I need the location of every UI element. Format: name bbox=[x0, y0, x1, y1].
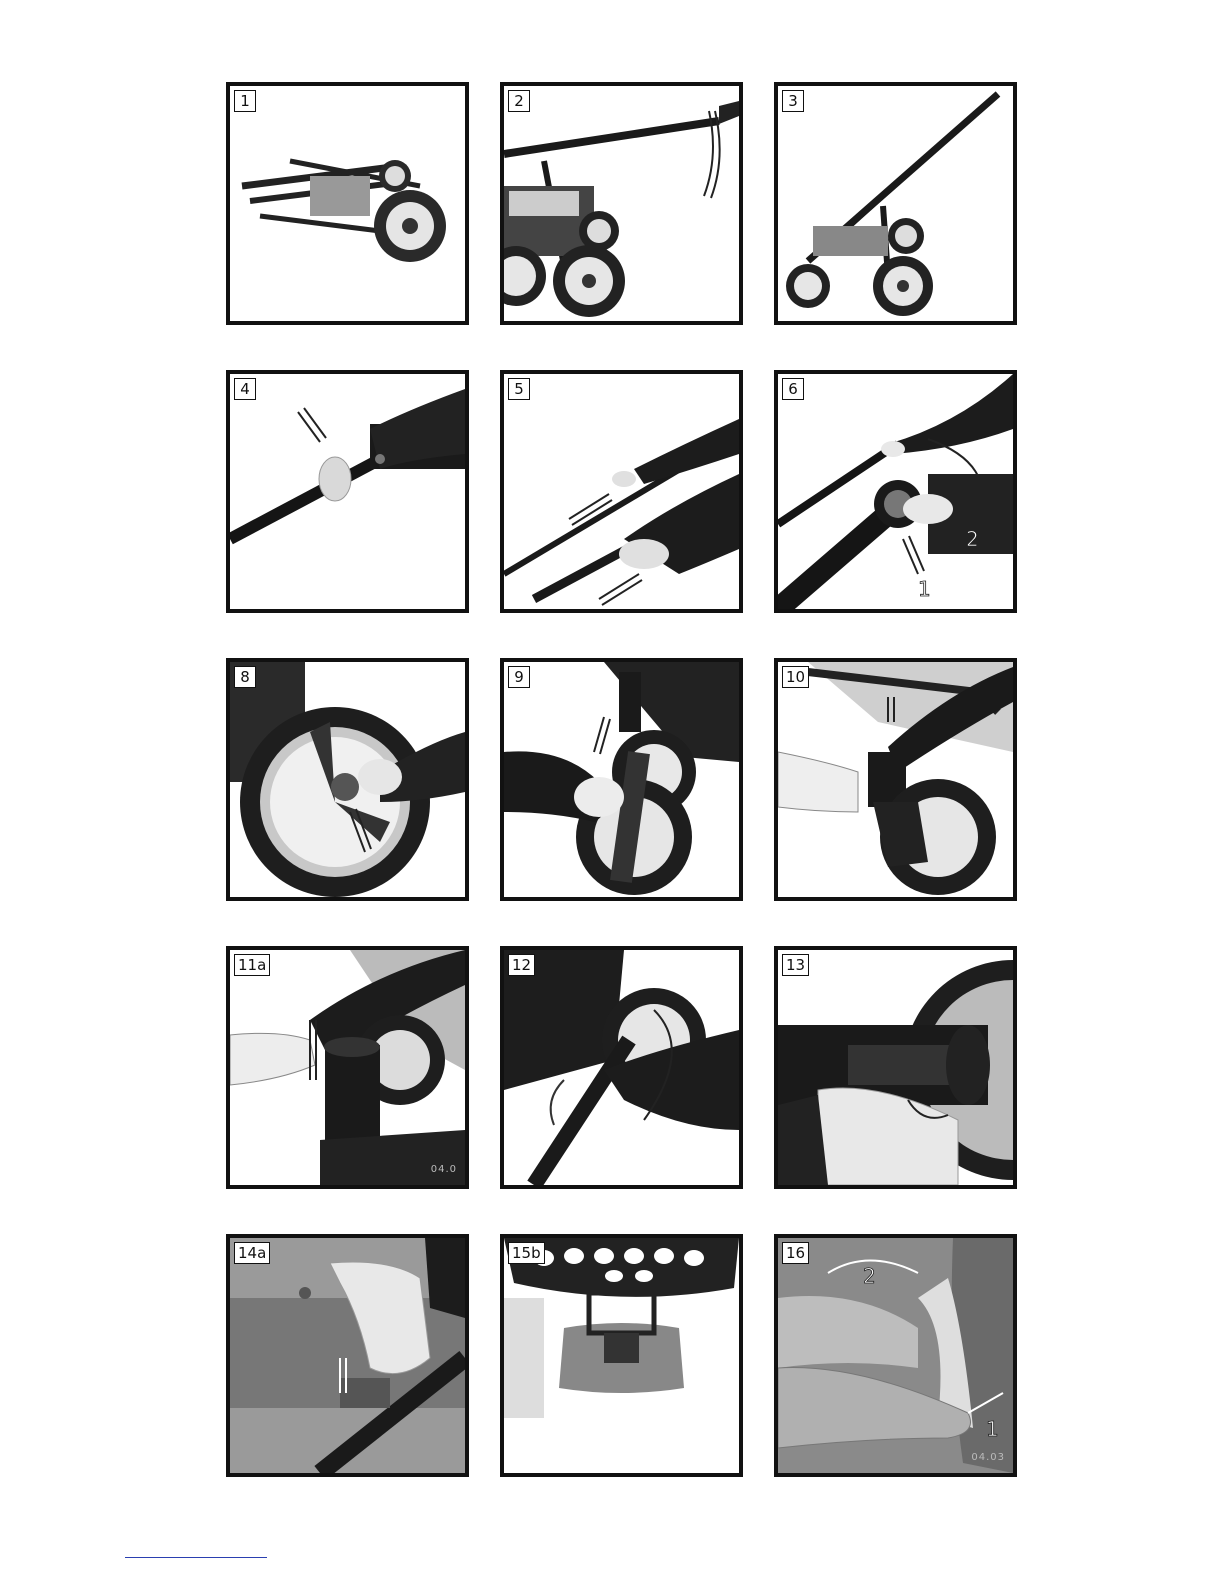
step-number: 13 bbox=[782, 954, 809, 976]
rear-wheel-photo-icon bbox=[230, 662, 465, 897]
step-number: 15b bbox=[508, 1242, 545, 1264]
step-panel-12 bbox=[500, 946, 743, 1189]
photo-date-stamp: 04.03 bbox=[971, 1452, 1005, 1463]
step-panel-3 bbox=[774, 82, 1017, 325]
step-number: 1 bbox=[234, 90, 256, 112]
basket-bottom-photo-icon bbox=[504, 1238, 739, 1473]
step-number: 12 bbox=[508, 954, 535, 976]
front-wheel-insert-photo-icon bbox=[504, 662, 739, 897]
step-number: 8 bbox=[234, 666, 256, 688]
step-number: 2 bbox=[508, 90, 530, 112]
seat-adapter-photo-icon bbox=[230, 1238, 465, 1473]
step-panel-4 bbox=[226, 370, 469, 613]
step-number: 5 bbox=[508, 378, 530, 400]
callout-number: 1 bbox=[986, 1417, 999, 1441]
step-number: 14a bbox=[234, 1242, 270, 1264]
callout-number: 1 bbox=[918, 577, 931, 601]
step-panel-11a bbox=[226, 946, 469, 1189]
step-panel-14a bbox=[226, 1234, 469, 1477]
callout-number: 2 bbox=[966, 527, 979, 551]
front-wheel-rotate-photo-icon bbox=[504, 950, 739, 1185]
step-panel-1 bbox=[226, 82, 469, 325]
step-panel-6 bbox=[774, 370, 1017, 613]
step-panel-10 bbox=[774, 658, 1017, 901]
hood-fabric-photo-icon bbox=[778, 1238, 1013, 1473]
step-panel-8 bbox=[226, 658, 469, 901]
callout-number: 2 bbox=[863, 1264, 876, 1288]
folded-stroller-photo-icon bbox=[230, 86, 465, 321]
step-panel-9 bbox=[500, 658, 743, 901]
handle-hinge-photo-icon bbox=[230, 374, 465, 609]
step-number: 9 bbox=[508, 666, 530, 688]
brake-lever-photo-icon bbox=[778, 950, 1013, 1185]
photo-date-stamp: 04.0 bbox=[430, 1164, 457, 1175]
step-panel-16 bbox=[774, 1234, 1017, 1477]
unfolded-chassis-photo-icon bbox=[778, 86, 1013, 321]
step-number: 11a bbox=[234, 954, 270, 976]
front-wheel-lock-photo-icon bbox=[778, 662, 1013, 897]
step-panel-15b bbox=[500, 1234, 743, 1477]
handle-adjust-photo-icon bbox=[778, 374, 1013, 609]
step-number: 3 bbox=[782, 90, 804, 112]
step-number: 16 bbox=[782, 1242, 809, 1264]
step-panel-5 bbox=[500, 370, 743, 613]
swivel-wheel-photo-icon bbox=[230, 950, 465, 1185]
footnote-rule bbox=[125, 1557, 267, 1558]
step-number: 6 bbox=[782, 378, 804, 400]
unfolding-handle-photo-icon bbox=[504, 86, 739, 321]
handle-lock-slide-photo-icon bbox=[504, 374, 739, 609]
step-panel-13 bbox=[774, 946, 1017, 1189]
step-number: 10 bbox=[782, 666, 809, 688]
step-panel-2 bbox=[500, 82, 743, 325]
instruction-grid bbox=[226, 82, 1017, 1477]
step-number: 4 bbox=[234, 378, 256, 400]
